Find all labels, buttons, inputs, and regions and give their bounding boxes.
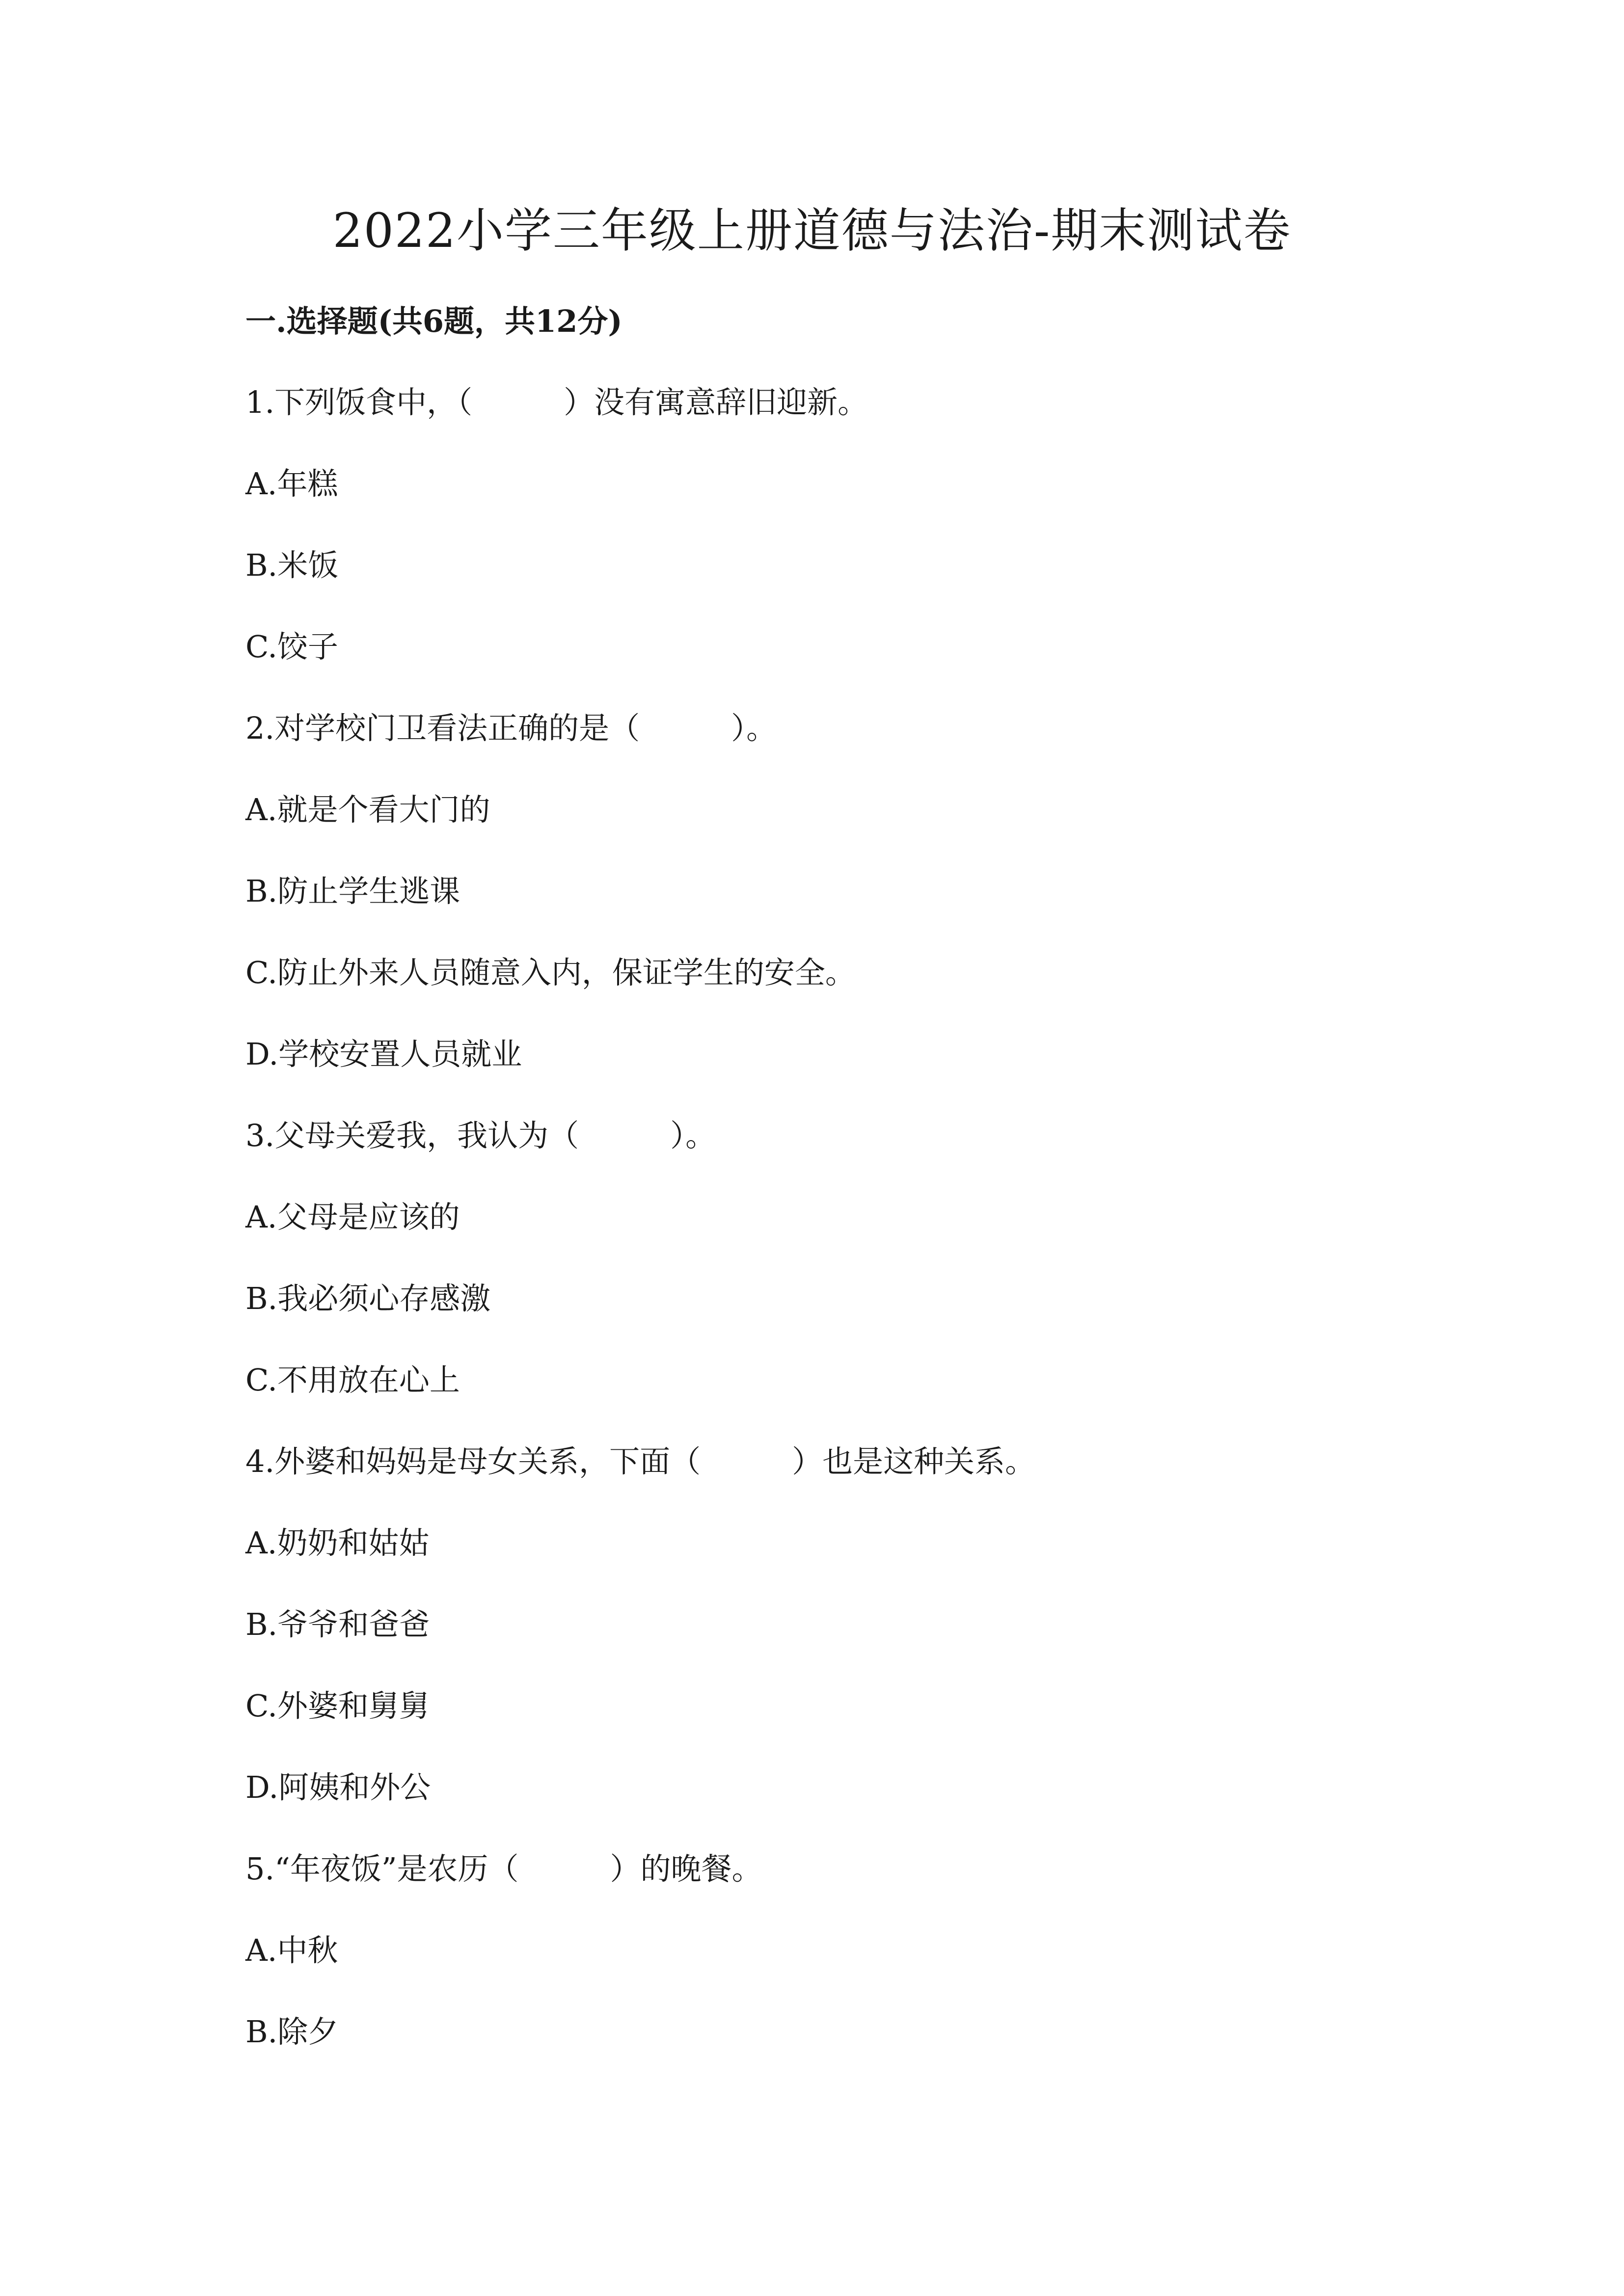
question-3-option-a: A.父母是应该的: [245, 1199, 460, 1235]
question-2-stem: 2.对学校门卫看法正确的是（ ）。: [245, 710, 777, 746]
question-5-option-b: B.除夕: [245, 2014, 339, 2050]
question-4-stem: 4.外婆和妈妈是母女关系，下面（ ）也是这种关系。: [245, 1443, 1036, 1479]
question-5-option-a: A.中秋: [245, 1932, 338, 1968]
question-1-option-b: B.米饭: [245, 547, 339, 583]
question-3-stem: 3.父母关爱我，我认为（ ）。: [245, 1118, 716, 1153]
page-title: 2022小学三年级上册道德与法治-期末测试卷: [332, 203, 1292, 258]
question-4-option-c: C.外婆和舅舅: [245, 1688, 430, 1724]
question-2-option-b: B.防止学生逃课: [245, 873, 460, 909]
question-3-option-c: C.不用放在心上: [245, 1362, 460, 1398]
question-4-option-d: D.阿姨和外公: [245, 1769, 431, 1805]
question-3-option-b: B.我必须心存感激: [245, 1281, 491, 1316]
question-4-option-b: B.爷爷和爸爸: [245, 1606, 430, 1642]
question-4-option-a: A.奶奶和姑姑: [245, 1525, 430, 1561]
question-5-stem: 5.“年夜饭”是农历（ ）的晚餐。: [245, 1851, 762, 1887]
section-heading: 一.选择题(共6题，共12分): [245, 303, 623, 339]
question-2-option-d: D.学校安置人员就业: [245, 1036, 522, 1072]
question-1-option-c: C.饺子: [245, 629, 338, 665]
question-1-option-a: A.年糕: [245, 466, 338, 502]
question-list: [245, 380, 1424, 2091]
question-2-option-a: A.就是个看大门的: [245, 792, 490, 828]
question-1-stem: 1.下列饭食中，（ ）没有寓意辞旧迎新。: [245, 384, 868, 420]
question-2-option-c: C.防止外来人员随意入内，保证学生的安全。: [245, 955, 856, 990]
